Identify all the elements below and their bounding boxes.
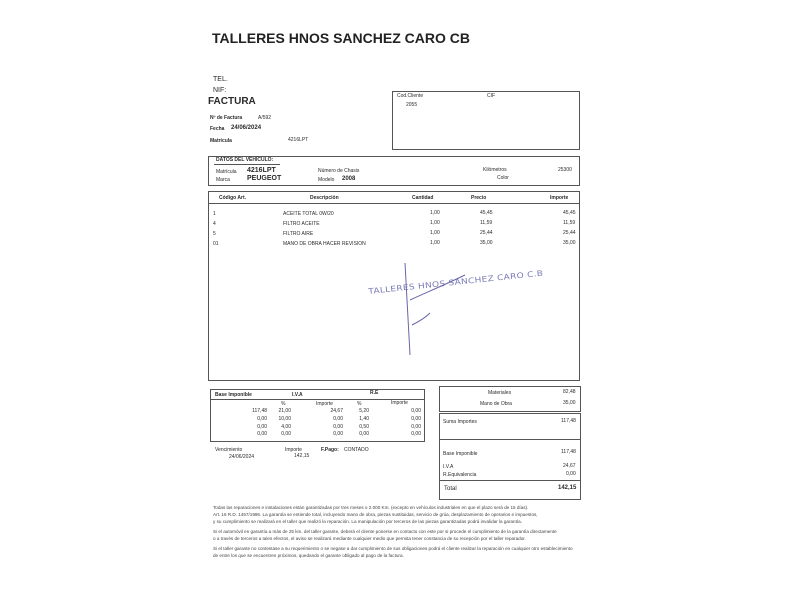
item-amount: 25,44 <box>563 230 576 236</box>
sum-value: 117,48 <box>561 418 576 424</box>
item-price: 25,44 <box>480 230 493 236</box>
item-desc: MANO DE OBRA HACER REVISION <box>283 241 366 247</box>
iva-value: 24,67 <box>563 463 576 469</box>
client-code-value: 2055 <box>406 102 418 108</box>
payment-amount-label: Importe <box>285 447 302 453</box>
document-title: FACTURA <box>208 96 256 107</box>
invoice-date-value: 24/06/2024 <box>231 125 262 131</box>
client-code-label: Cod.Cliente <box>397 93 424 99</box>
item-qty: 1,00 <box>430 230 440 236</box>
legal-line: de entre los que se encuentren próximos, quedando el garante obligado al pago de la factura. <box>213 553 404 558</box>
vehicle-plate-label: Matrícula <box>216 169 237 175</box>
tax-base: 0,00 <box>257 431 267 437</box>
item-code: 4 <box>213 221 216 227</box>
tax-header-base: Base Imponible <box>215 392 252 398</box>
vehicle-title: DATOS DEL VEHÍCULO: <box>216 157 274 163</box>
materials-label: Materiales <box>488 390 512 396</box>
vehicle-brand-label: Marca <box>216 177 230 183</box>
payment-method-value: CONTADO <box>344 447 369 453</box>
tax-iva-pct-label: % <box>281 401 286 407</box>
item-desc: FILTRO ACEITE <box>283 221 320 227</box>
tax-re-amt: 0,00 <box>411 424 421 430</box>
invoice-plate-value: 4216LPT <box>288 137 309 143</box>
item-price: 45,45 <box>480 210 493 216</box>
tax-re-amt: 0,00 <box>411 408 421 414</box>
item-code: 5 <box>213 231 216 237</box>
item-amount: 35,00 <box>563 240 576 246</box>
tax-header-iva: I.V.A <box>292 392 303 398</box>
tax-base: 117,48 <box>252 408 267 414</box>
re-value: 0,00 <box>566 471 576 477</box>
payment-amount-value: 142,15 <box>294 453 310 459</box>
tax-iva-amt: 0,00 <box>333 431 343 437</box>
labor-value: 35,00 <box>563 400 576 406</box>
items-header-code: Código Art. <box>219 195 247 201</box>
legal-line: Todas las reparaciones e instalaciones están garantizadas por tres meses o 2.000 Km. (excepto en vehículos industriales en que el plazo será de 15 días). <box>213 505 529 510</box>
items-header-price: Precio <box>471 195 487 201</box>
company-stamp: TALLERES HNOS SANCHEZ CARO C.B <box>368 269 544 297</box>
total-value: 142,15 <box>558 485 577 491</box>
vehicle-model-label: Modelo <box>318 177 335 183</box>
base-label: Base Imponible <box>443 451 478 457</box>
tel-label: TEL. <box>213 76 228 83</box>
sum-label: Suma Importes <box>443 419 477 425</box>
vehicle-title-underline <box>214 164 280 165</box>
items-header-qty: Cantidad <box>412 195 434 201</box>
tax-iva-pct: 21,00 <box>278 408 291 414</box>
tax-re-pct: 0,50 <box>359 424 369 430</box>
vehicle-brand-value: PEUGEOT <box>247 175 282 182</box>
item-qty: 1,00 <box>430 220 440 226</box>
tax-re-pct-label: % <box>357 401 362 407</box>
client-cif-label: CIF <box>487 93 496 99</box>
item-amount: 11,59 <box>563 220 576 226</box>
labor-label: Mano de Obra <box>480 401 512 407</box>
nif-label: NIF: <box>213 87 227 94</box>
payment-due-label: Vencimiento <box>215 447 243 453</box>
tax-re-importe-label: Importe <box>391 400 408 406</box>
tax-base: 0,00 <box>257 424 267 430</box>
client-box <box>392 91 580 150</box>
tax-iva-pct: 10,00 <box>278 416 291 422</box>
item-desc: ACEITE TOTAL 0W/20 <box>283 211 334 217</box>
signature <box>380 255 490 365</box>
items-header-divider <box>208 203 580 204</box>
vehicle-color-label: Color <box>497 175 509 181</box>
totals-divider-1 <box>439 439 581 440</box>
vehicle-km-label: Kilómetros <box>483 167 507 173</box>
vehicle-chassis-label: Número de Chasis <box>318 168 360 174</box>
company-name: TALLERES HNOS SANCHEZ CARO CB <box>212 30 470 46</box>
invoice-number-value: A/592 <box>258 115 272 121</box>
legal-line: Si el automóvil en garantía a más de 25 km. del taller garante, deberá el cliente ponerse en contacto con este por si procede el cumplimiento de la garantía directamente <box>213 529 557 534</box>
base-value: 117,48 <box>561 449 576 455</box>
invoice-plate-label: Matrícula <box>210 138 232 144</box>
tax-re-pct: 0,00 <box>359 431 369 437</box>
vehicle-km-value: 25300 <box>558 167 572 173</box>
tax-iva-pct: 0,00 <box>281 431 291 437</box>
tax-base: 0,00 <box>257 416 267 422</box>
tax-iva-pct: 4,00 <box>281 424 291 430</box>
tax-header-re: R.E <box>370 390 379 396</box>
totals-divider-2 <box>439 480 581 481</box>
tax-re-pct: 5,20 <box>359 408 369 414</box>
tax-re-pct: 1,40 <box>359 416 369 422</box>
legal-line: y su cumplimiento se realizará en el taller que realizó la reparación. La manipulación por terceros de las piezas garantizadas podrá invalidar la garantía. <box>213 519 522 524</box>
invoice-date-label: Fecha <box>210 126 225 132</box>
payment-due-value: 24/06/2024 <box>229 454 255 460</box>
re-label: R.Equivalencia <box>443 472 477 478</box>
tax-re-amt: 0,00 <box>411 431 421 437</box>
item-code: 01 <box>213 241 219 247</box>
iva-label: I.V.A <box>443 464 454 470</box>
item-price: 35,00 <box>480 240 493 246</box>
total-label: Total <box>444 486 457 492</box>
tax-re-amt: 0,00 <box>411 416 421 422</box>
items-header-amount: Importe <box>550 195 569 201</box>
legal-line: Art. 16 R.D. 1457/1986. La garantía se entiende total, incluyendo mano de obra, piezas sustituidas, servicio de grúa, desplazamiento de operarios e impuestos, <box>213 512 538 517</box>
vehicle-plate-value: 4216LPT <box>247 167 276 174</box>
tax-iva-amt: 24,67 <box>330 408 343 414</box>
tax-iva-importe-label: Importe <box>316 401 333 407</box>
items-header-desc: Descripción <box>310 195 339 201</box>
item-qty: 1,00 <box>430 240 440 246</box>
payment-method-label: F.Pago: <box>321 447 339 453</box>
item-desc: FILTRO AIRE <box>283 231 314 237</box>
tax-iva-amt: 0,00 <box>333 416 343 422</box>
invoice-number-label: Nº de Factura <box>210 115 243 121</box>
item-qty: 1,00 <box>430 210 440 216</box>
legal-line: Si el taller garante no contestase a su requerimiento o se negase a dar cumplimiento de sus obligaciones podrá el cliente realizar la reparación en cualquier otro establecimiento <box>213 546 573 551</box>
legal-text <box>213 504 583 559</box>
item-code: 1 <box>213 211 216 217</box>
item-price: 11,59 <box>480 220 493 226</box>
legal-line: o a través de terceros a tales efectos, el aviso se realizará mediante cualquier medio que permita tener constancia de su recepción por el taller reparador. <box>213 536 526 541</box>
item-amount: 45,45 <box>563 210 576 216</box>
materials-value: 82,48 <box>563 389 576 395</box>
vehicle-model-value: 2008 <box>342 176 356 182</box>
tax-iva-amt: 0,00 <box>333 424 343 430</box>
